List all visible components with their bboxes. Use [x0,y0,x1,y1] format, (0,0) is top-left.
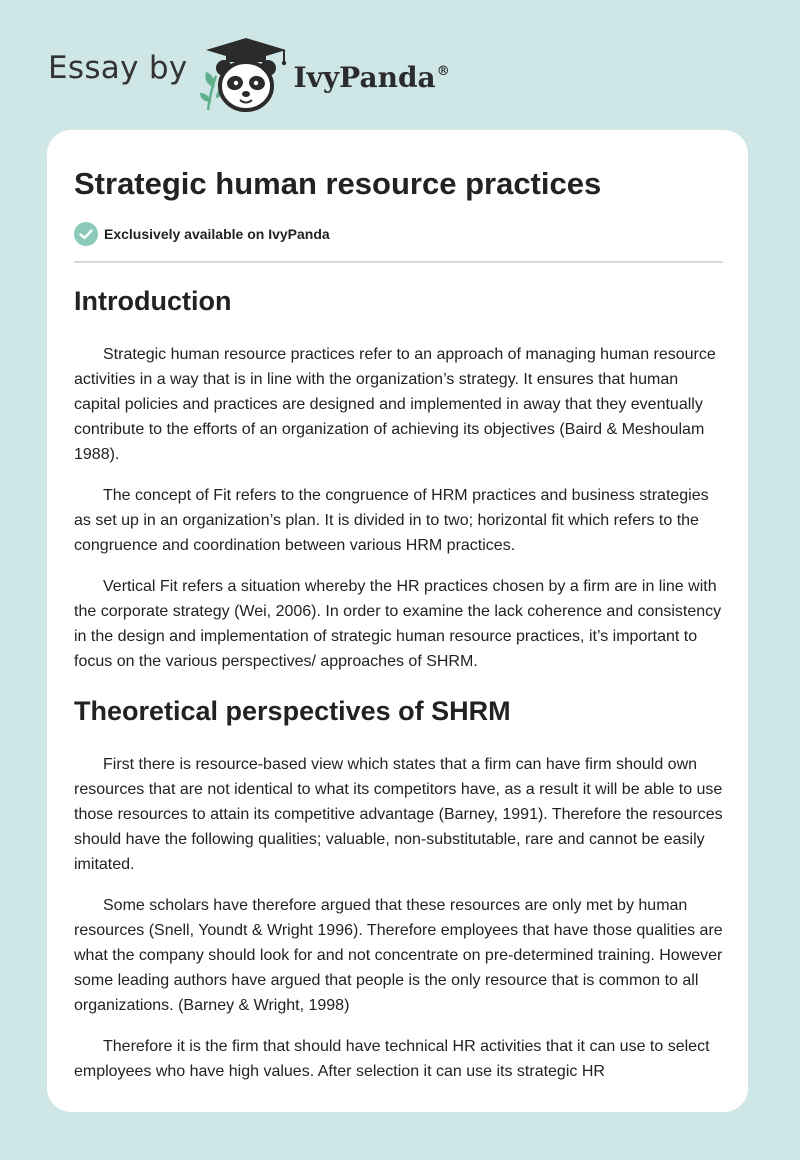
exclusive-badge [74,222,330,246]
badge-text: Exclusively available on IvyPanda [104,226,330,242]
section-heading-introduction: Introduction [74,286,232,316]
brand-name: IvyPanda® [293,60,450,94]
divider [74,261,723,263]
paragraph: Strategic human resource practices refer to an approach of managing human resource activities in a way that is in line with the organization’s strategy. It ensures that human capital policies and practices are designed and implemented in away that they eventually contribute to the efforts of an organization of achieving its objectives (Baird & Meshoulam 1988). [74,346,716,463]
page-title: Strategic human resource practices [74,166,602,201]
paragraph: Some scholars have therefore argued that these resources are only met by human resources (Snell, Youndt & Wright 1996). Therefore employees that have those qualities are what the company should look for and not concentrate on pre-determined training. However some leading authors have argued that people is the only resource that is common to all organizations. (Barney & Wright, 1998) [74,897,723,1014]
paragraph: The concept of Fit refers to the congruence of HRM practices and business strategies as set up in an organization’s plan. It is divided in to two; horizontal fit which refers to the congruence and coordination between various HRM practices. [74,487,709,554]
check-circle-icon [74,222,98,246]
brand-prefix: Essay by [48,50,188,86]
brand-header [48,36,450,112]
essay-card [47,130,748,1112]
paragraph: First there is resource-based view which states that a firm can have firm should own resources that are not identical to what its competitors have, as a result it will be able to use those resources to attain its competitive advantage (Barney, 1991). Therefore the resources should have the following qualities; valuable, non-substitutable, rare and cannot be easily imitated. [74,756,723,873]
paragraph: Therefore it is the firm that should have technical HR activities that it can use to select employees who have high values. After selection it can use its strategic HR [74,1038,710,1080]
paragraph: Vertical Fit refers a situation whereby the HR practices chosen by a firm are in line with the corporate strategy (Wei, 2006). In order to examine the lack coherence and consistency in the design and implementation of strategic human resource practices, it’s important to focus on the various perspectives/ approaches of SHRM. [74,578,722,670]
panda-logo-icon[interactable] [200,36,292,112]
registered-mark: ® [436,63,450,79]
section-heading-theoretical-perspectives: Theoretical perspectives of SHRM [74,696,511,726]
essay-content [74,280,724,1100]
